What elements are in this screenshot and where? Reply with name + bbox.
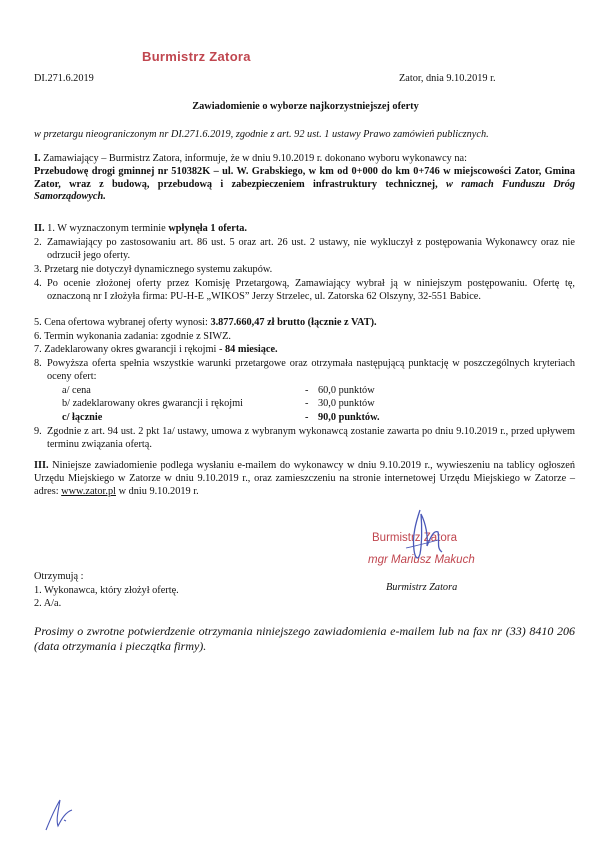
point-2-text: Zamawiający po zastosowaniu art. 86 ust. 5 oraz art. 26 ust. 2 ustawy, nie wykluczył z postępowania Wykonawcy oraz nie odrzucił jego oferty. bbox=[47, 237, 575, 261]
point-2-number: 2. bbox=[34, 237, 42, 248]
section-1-project: Przebudowę drogi gminnej nr 510382K – ul. W. Grabskiego, w km od 0+000 do km 0+746 w miejscowości Zator, Gmina Zator, wraz z budową, przebudową i zabezpieczeniem infrastruktury technicznej, bbox=[34, 165, 575, 190]
point-4-number: 4. bbox=[34, 278, 42, 289]
section-1-number: I. bbox=[34, 153, 41, 164]
section-3-text-end: w dniu 9.10.2019 r. bbox=[118, 485, 199, 497]
criterion-warranty-label: b/ zadeklarowany okres gwarancji i rękojmi bbox=[62, 398, 243, 409]
section-3-text: Niniejsze zawiadomienie podlega wysłaniu e-mailem do wykonawcy w dniu 9.10.2019 r., wywieszeniu na tablicy ogłoszeń Urzędu Miejskiego w Zatorze w dniu 9.10.2019 r., oraz zamieszczeniu na stronie internetowej Urzędu Miejskiego w Zatorze – adres: bbox=[34, 460, 575, 497]
footer-note: Prosimy o zwrotne potwierdzenie otrzymania niniejszego zawiadomienia e-mailem lub na fax nr (33) 8410 206 (data otrzymania i pieczątka firmy). bbox=[34, 624, 575, 653]
section-3 bbox=[34, 460, 575, 498]
point-1-text: 1. W wyznaczonym terminie bbox=[47, 223, 166, 234]
section-1 bbox=[34, 153, 575, 204]
signature-caption: Burmistrz Zatora bbox=[386, 582, 458, 593]
criterion-warranty-dash: - bbox=[305, 398, 309, 409]
point-5 bbox=[34, 317, 377, 330]
point-6-text: 6. Termin wykonania zadania: zgodnie z SIWZ. bbox=[34, 331, 231, 342]
point-8-text: Powyższa oferta spełnia wszystkie warunki przetargowe oraz otrzymała następującą punktację w poszczególnych kryteriach oceny ofert: bbox=[47, 358, 575, 382]
point-1-bold: wpłynęła 1 oferta. bbox=[168, 223, 247, 234]
criterion-total-dash: - bbox=[305, 412, 309, 423]
criterion-total-label: c/ łącznie bbox=[62, 412, 103, 423]
point-5-price: 3.877.660,47 zł brutto (łącznie z VAT). bbox=[210, 317, 377, 328]
criterion-price-value: 60,0 punktów bbox=[318, 385, 375, 396]
criterion-warranty-value: 30,0 punktów bbox=[318, 398, 375, 409]
document-reference: DI.271.6.2019 bbox=[34, 73, 94, 84]
point-9-text: Zgodnie z art. 94 ust. 2 pkt 1a/ ustawy, umowa z wybranym wykonawcą zostanie zawarta po dniu 9.10.2019 r., przed upływem terminu związania ofertą. bbox=[47, 426, 575, 450]
handwritten-signature bbox=[398, 506, 448, 566]
point-5-text: 5. Cena ofertowa wybranej oferty wynosi: bbox=[34, 317, 208, 328]
criterion-total-value: 90,0 punktów. bbox=[318, 412, 380, 423]
recipient-2: 2. A/a. bbox=[34, 598, 62, 609]
point-4-text: Po ocenie złożonej oferty przez Komisję Przetargową, Zamawiający wybrał ją w niniejszym postępowaniu. Ofertę tę, oznaczoną nr I złożyła firma: PU-H-E „WIKOS” Jerzy Strzelec, ul. Zatorska 62 Olszyny, 32-551 Babice. bbox=[47, 278, 575, 302]
document-subtitle: w przetargu nieograniczonym nr DI.271.6.2019, zgodnie z art. 92 ust. 1 ustawy Prawo zamówień publicznych. bbox=[34, 129, 489, 140]
point-7-text: 7. Zadeklarowany okres gwarancji i rękojmi - bbox=[34, 344, 223, 355]
signature-stamp-title: Burmistrz Zatora bbox=[372, 532, 457, 544]
point-8-number: 8. bbox=[34, 358, 42, 369]
point-9-number: 9. bbox=[34, 426, 42, 437]
recipients-label: Otrzymują : bbox=[34, 571, 84, 582]
point-3-text: 3. Przetarg nie dotyczył dynamicznego systemu zakupów. bbox=[34, 264, 273, 275]
header-stamp: Burmistrz Zatora bbox=[142, 49, 251, 64]
point-7 bbox=[34, 344, 278, 357]
website-link[interactable]: www.zator.pl bbox=[61, 485, 116, 497]
point-7-months: 84 miesiące. bbox=[225, 344, 278, 355]
section-2-number: II. bbox=[34, 223, 45, 234]
section-2-point-1 bbox=[34, 223, 247, 236]
signature-stamp-name: mgr Mariusz Makuch bbox=[368, 554, 475, 566]
section-1-fund: w ramach Funduszu Dróg Samorządowych. bbox=[34, 178, 575, 203]
section-1-intro: Zamawiający – Burmistrz Zatora, informuje, że w dniu 9.10.2019 r. dokonano wyboru wykonawcy na: bbox=[43, 153, 467, 164]
initials-scribble bbox=[40, 790, 80, 835]
section-3-number: III. bbox=[34, 460, 49, 471]
criterion-price-label: a/ cena bbox=[62, 385, 91, 396]
recipient-1: 1. Wykonawca, który złożył ofertę. bbox=[34, 585, 179, 596]
document-title: Zawiadomienie o wyborze najkorzystniejszej oferty bbox=[192, 101, 419, 112]
place-date: Zator, dnia 9.10.2019 r. bbox=[399, 73, 496, 84]
criterion-price-dash: - bbox=[305, 385, 309, 396]
